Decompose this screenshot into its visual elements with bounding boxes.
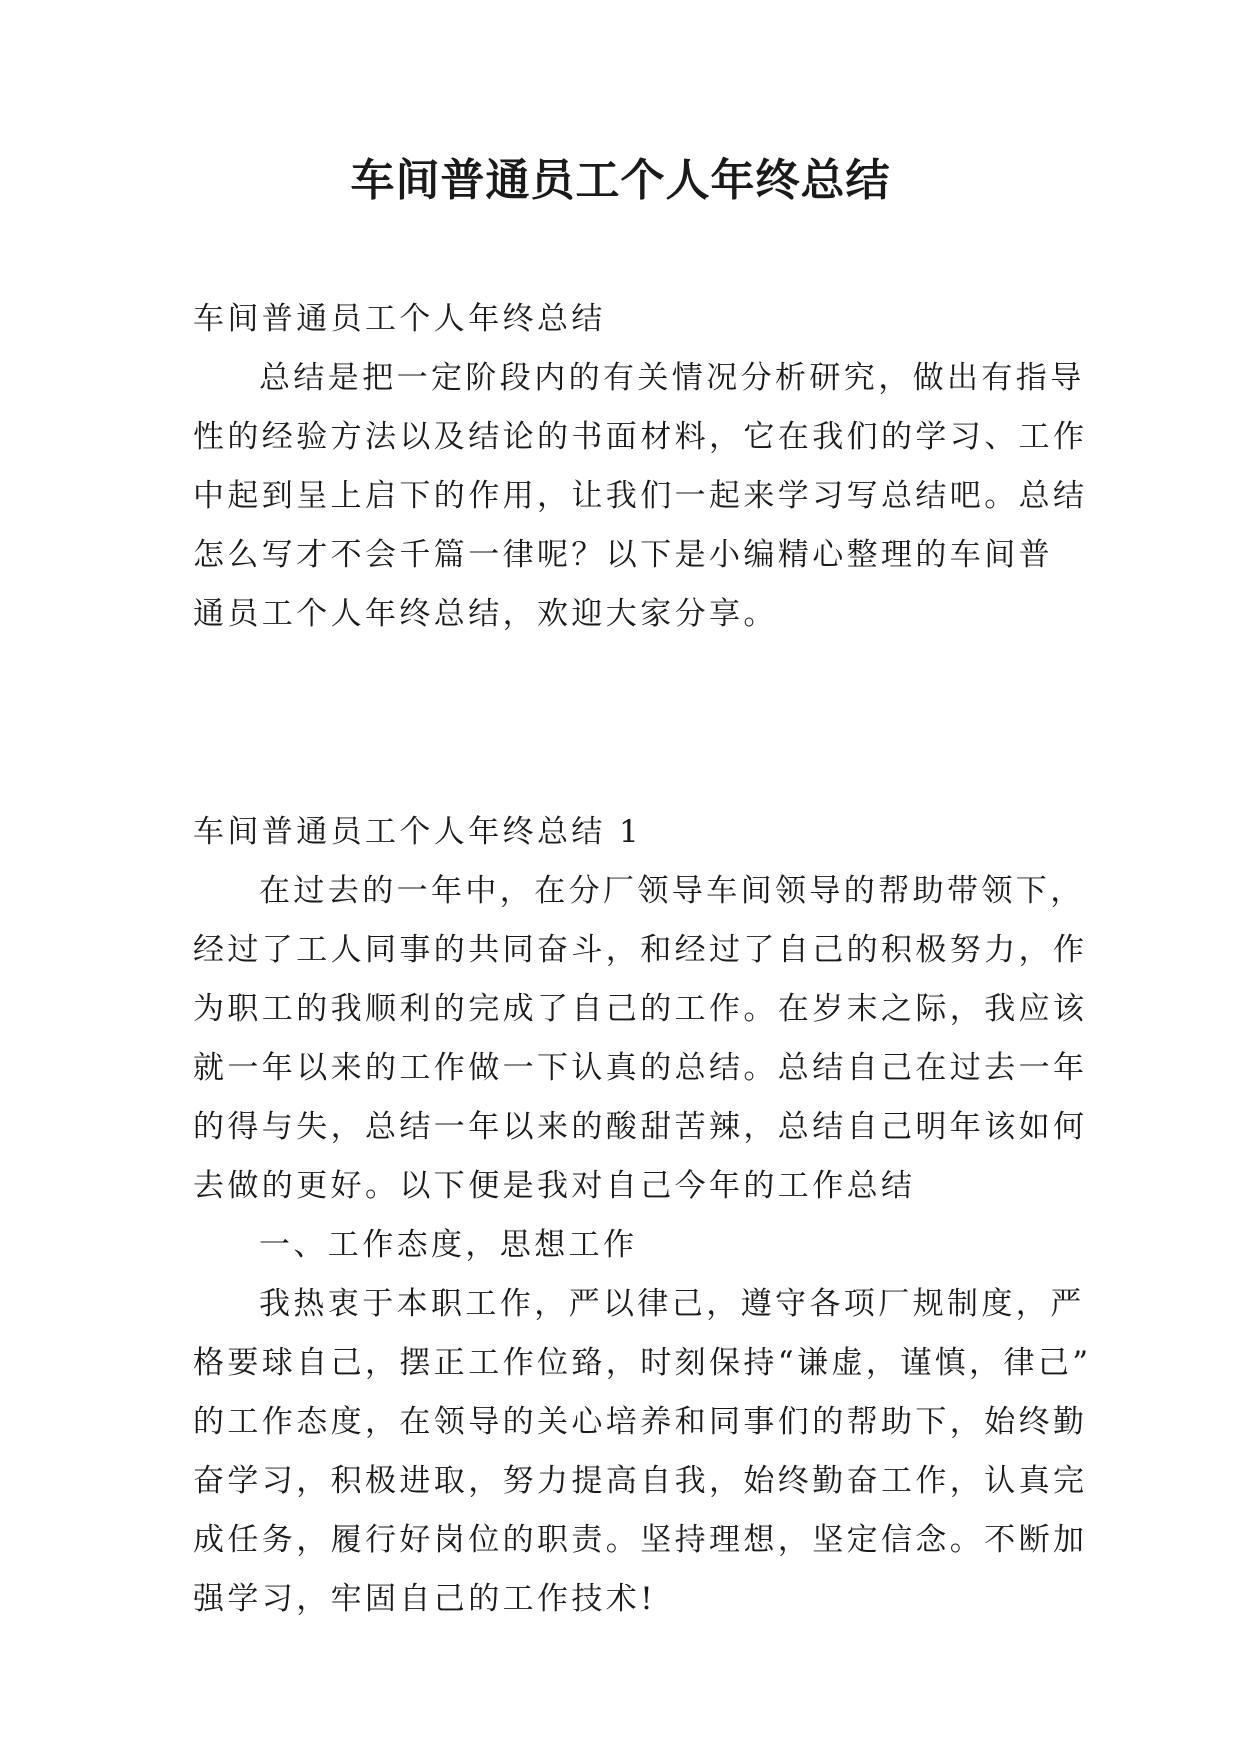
subsection-paragraph-line: 的工作态度，在领导的关心培养和同事们的帮助下，始终勤	[193, 1404, 1088, 1440]
section-spacer	[193, 644, 1061, 803]
section-paragraph-line: 就一年以来的工作做一下认真的总结。总结自己在过去一年	[193, 1050, 1088, 1086]
section-paragraph-line: 去做的更好。以下便是我对自己今年的工作总结	[193, 1168, 916, 1204]
subsection-paragraph-line: 格要球自己，摆正工作位臵，时刻保持“谦虚，谨慎，律己”	[193, 1345, 1092, 1381]
intro-paragraph-line: 中起到呈上启下的作用，让我们一起来学习写总结吧。总结	[193, 478, 1088, 514]
section-paragraph-line: 的得与失，总结一年以来的酸甜苦辣，总结自己明年该如何	[193, 1109, 1088, 1145]
intro-paragraph-line: 性的经验方法以及结论的书面材料，它在我们的学习、工作	[193, 419, 1088, 455]
intro-paragraph-line: 怎么写才不会千篇一律呢？以下是小编精心整理的车间普	[193, 537, 1053, 573]
intro-paragraph-line: 通员工个人年终总结，欢迎大家分享。	[193, 596, 778, 632]
section-paragraph-line: 为职工的我顺利的完成了自己的工作。在岁末之际，我应该	[193, 991, 1088, 1027]
intro-heading: 车间普通员工个人年终总结	[193, 301, 606, 337]
section-paragraph-line: 在过去的一年中，在分厂领导车间领导的帮助带领下，	[259, 873, 1085, 909]
document-title: 车间普通员工个人年终总结	[350, 155, 891, 206]
subsection-paragraph-line: 成任务，履行好岗位的职责。坚持理想，坚定信念。不断加	[193, 1522, 1088, 1558]
subsection-paragraph-line: 我热衷于本职工作，严以律己，遵守各项厂规制度，严	[259, 1286, 1085, 1322]
intro-paragraph-line: 总结是把一定阶段内的有关情况分析研究，做出有指导	[259, 360, 1085, 396]
subsection-heading: 一、工作态度，思想工作	[259, 1227, 638, 1263]
section-paragraph-line: 经过了工人同事的共同奋斗，和经过了自己的积极努力，作	[193, 932, 1088, 968]
document-body	[193, 290, 1092, 1629]
subsection-paragraph-line: 奋学习，积极进取，努力提高自我，始终勤奋工作，认真完	[193, 1463, 1088, 1499]
section-heading: 车间普通员工个人年终总结 1	[193, 814, 643, 850]
subsection-paragraph-line: 强学习，牢固自己的工作技术!	[193, 1581, 657, 1617]
